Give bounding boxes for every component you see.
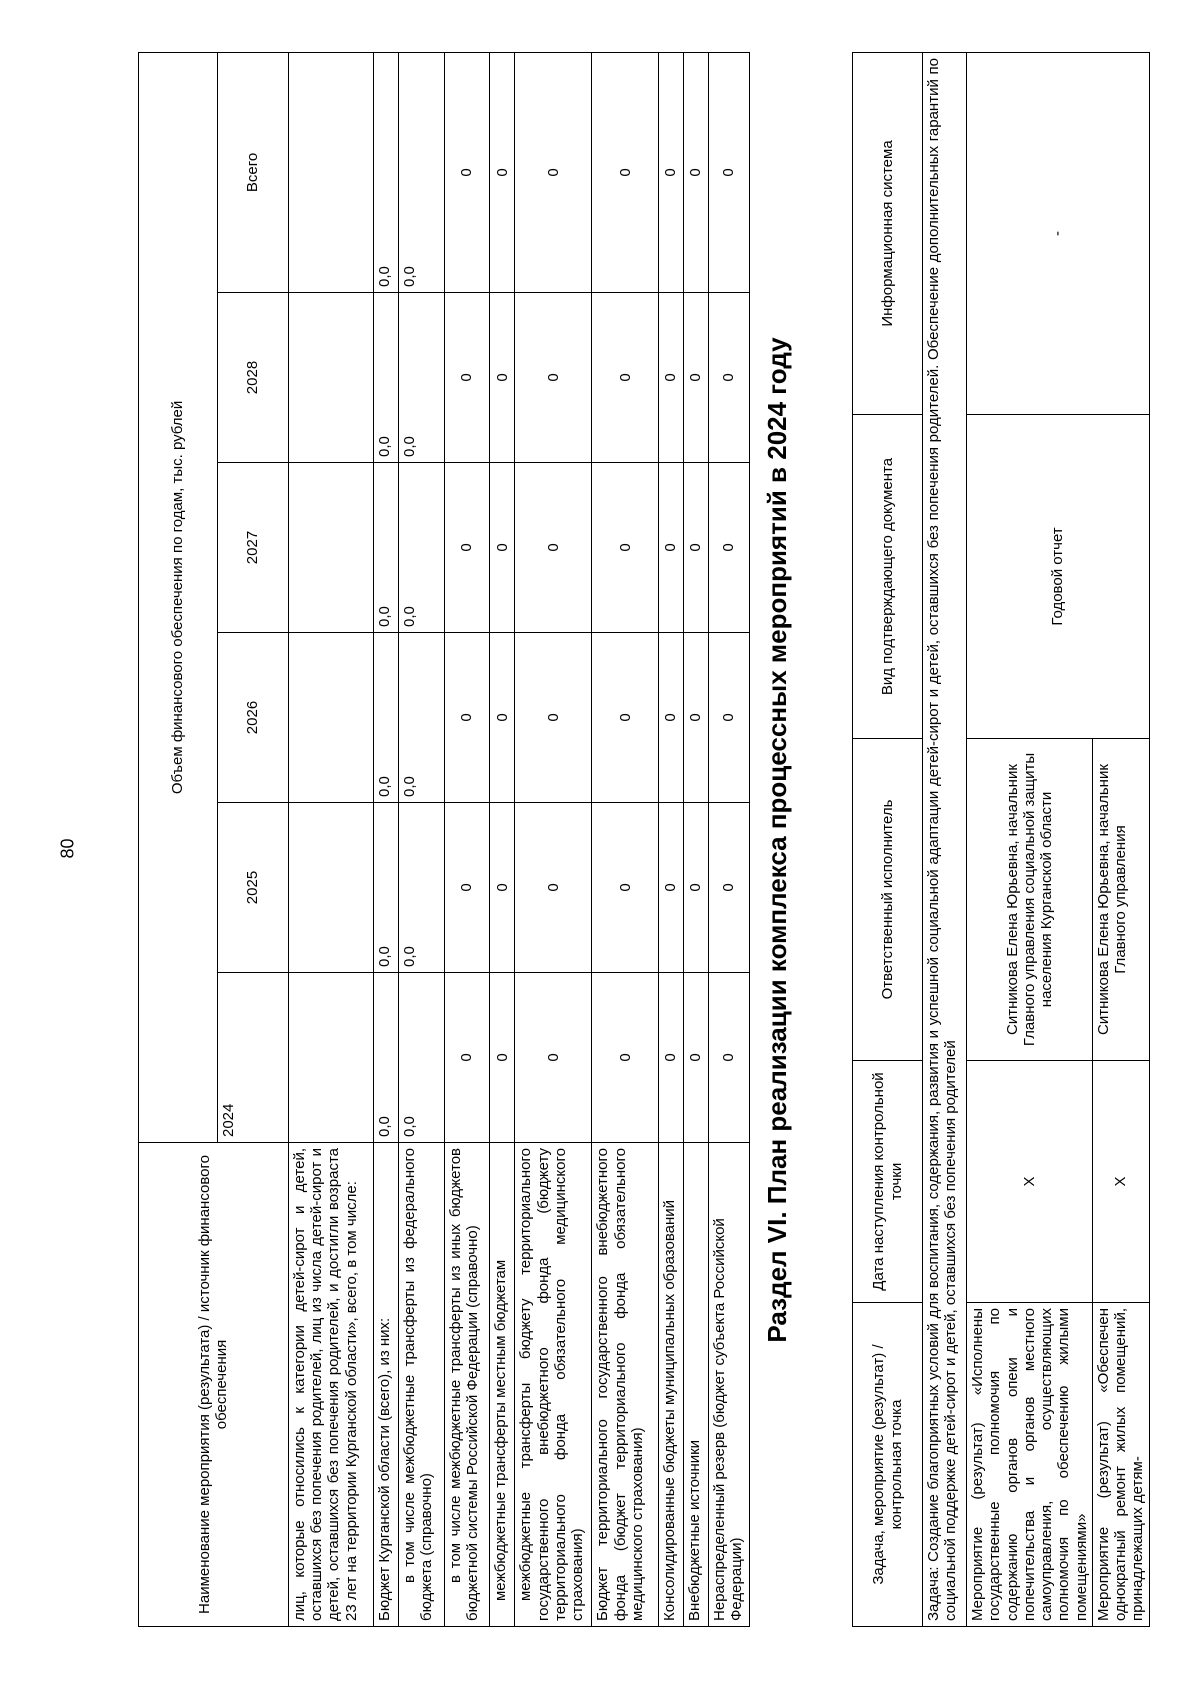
cell-value: 0 xyxy=(444,633,490,803)
row-name: Консолидированные бюджеты муниципальных образований xyxy=(658,1143,683,1627)
cell-value: 0 xyxy=(708,973,749,1143)
cell-value: 0 xyxy=(515,973,592,1143)
cell-value: 0 xyxy=(683,463,708,633)
header-document-type: Вид подтверждающего документа xyxy=(853,415,923,739)
cell-value: 0 xyxy=(444,463,490,633)
cell-value: 0 xyxy=(444,293,490,463)
cell-value: 0 xyxy=(658,52,683,292)
cell-value xyxy=(288,633,373,803)
event-1: Мероприятие (результат) «Исполнены государственные полномочия по содержанию органов опеки и попечительства и органов местного самоуправления, осуществляющих полномочия по обеспечению жилыми помещениями» xyxy=(967,1303,1093,1627)
header-volume-group: Объем финансового обеспечения по годам, тыс. рублей xyxy=(139,52,218,1142)
cell-value: 0 xyxy=(683,633,708,803)
row-name: лиц, которые относились к категории детей-сирот и детей, оставшихся без попечения родителей, лиц из числа детей-сирот и детей, оставшихся без попечения родителей, и достигли возраста 23 лет на территории Курганской области», всего, в том числе: xyxy=(288,1143,373,1627)
row-name: Нераспределенный резерв (бюджет субъекта Российской Федерации) xyxy=(708,1143,749,1627)
cell-value: 0 xyxy=(708,633,749,803)
cell-value: 0 xyxy=(592,293,659,463)
header-executor: Ответственный исполнитель xyxy=(853,739,923,1061)
header-control-date: Дата наступления контрольной точки xyxy=(853,1061,923,1303)
cell-value: 0 xyxy=(708,803,749,973)
header-total: Всего xyxy=(218,52,289,292)
cell-value: 0,0 xyxy=(398,463,444,633)
cell-value: 0,0 xyxy=(374,633,399,803)
cell-value: 0 xyxy=(490,633,515,803)
cell-value: 0 xyxy=(490,463,515,633)
header-info-system: Информационная система xyxy=(853,53,923,415)
cell-value: 0,0 xyxy=(398,803,444,973)
row-name: межбюджетные трансферты бюджету территориального государственного внебюджетного фонда (бюджету территориального фонда обязательного медицинского страхования) xyxy=(515,1143,592,1627)
cell-value xyxy=(288,52,373,292)
cell-value: 0 xyxy=(683,52,708,292)
cell-value: 0 xyxy=(683,803,708,973)
header-name-col: Наименование мероприятия (результата) / источник финансового обеспечения xyxy=(139,1143,289,1627)
event-2-executor: Ситникова Елена Юрьевна, начальник Главного управления xyxy=(1092,739,1149,1061)
cell-value xyxy=(288,803,373,973)
cell-value: 0 xyxy=(708,463,749,633)
cell-value: 0 xyxy=(490,973,515,1143)
cell-value: 0,0 xyxy=(374,52,399,292)
task-row: Задача: Создание благоприятных условий для воспитания, содержания, развития и успешной социальной адаптации детей-сирот и детей, оставшихся без попечения родителей. Обеспечение дополнительных гарантий по социальной поддержке детей-сирот и детей, оставшихся без попечения родителей xyxy=(923,53,967,1627)
cell-value: 0 xyxy=(490,52,515,292)
event-2-date: X xyxy=(1092,1061,1149,1303)
cell-value: 0 xyxy=(708,52,749,292)
cell-value: 0 xyxy=(444,52,490,292)
page-number: 80 xyxy=(57,838,78,859)
cell-value: 0 xyxy=(592,463,659,633)
event-1-date: X xyxy=(967,1061,1093,1303)
cell-value: 0 xyxy=(444,973,490,1143)
header-year-2026: 2026 xyxy=(218,633,289,803)
cell-value: 0 xyxy=(444,803,490,973)
cell-value: 0 xyxy=(658,973,683,1143)
cell-value: 0 xyxy=(708,293,749,463)
header-year-2027: 2027 xyxy=(218,463,289,633)
cell-value: 0,0 xyxy=(374,973,399,1143)
row-name: межбюджетные трансферты местным бюджетам xyxy=(490,1143,515,1627)
cell-value: 0 xyxy=(490,803,515,973)
cell-value: 0 xyxy=(592,633,659,803)
cell-value: 0 xyxy=(592,973,659,1143)
financing-table-wrapper xyxy=(138,53,750,1627)
header-year-2024: 2024 xyxy=(218,973,289,1143)
section-heading: Раздел VI. План реализации комплекса процессных мероприятий в 2024 году xyxy=(761,337,792,1343)
cell-value: 0,0 xyxy=(374,803,399,973)
cell-value: 0 xyxy=(592,803,659,973)
row-name: в том числе межбюджетные трансферты из иных бюджетов бюджетной системы Российской Федерации (справочно) xyxy=(444,1143,490,1627)
cell-value: 0 xyxy=(683,973,708,1143)
cell-value: 0,0 xyxy=(398,633,444,803)
header-year-2028: 2028 xyxy=(218,293,289,463)
cell-value: 0 xyxy=(658,633,683,803)
cell-value: 0,0 xyxy=(398,293,444,463)
row-name: Бюджет территориального государственного внебюджетного фонда (бюджет территориального фонда обязательного медицинского страхования) xyxy=(592,1143,659,1627)
cell-value: 0 xyxy=(658,803,683,973)
cell-value: 0 xyxy=(658,293,683,463)
cell-value: 0 xyxy=(515,293,592,463)
event-1-executor: Ситникова Елена Юрьевна, начальник Главного управления социальной защиты населения Курганской области xyxy=(967,739,1093,1061)
row-name: в том числе межбюджетные трансферты из федерального бюджета (справочно) xyxy=(398,1143,444,1627)
row-name: Внебюджетные источники xyxy=(683,1143,708,1627)
cell-value: 0 xyxy=(515,633,592,803)
cell-value: 0 xyxy=(515,803,592,973)
cell-value: 0 xyxy=(515,463,592,633)
event-2: Мероприятие (результат) «Обеспечен однократный ремонт жилых помещений, принадлежащих детям- xyxy=(1092,1303,1149,1627)
cell-value xyxy=(288,463,373,633)
cell-value xyxy=(288,973,373,1143)
cell-value: 0,0 xyxy=(398,52,444,292)
cell-value: 0,0 xyxy=(398,973,444,1143)
cell-value: 0,0 xyxy=(374,293,399,463)
financing-table xyxy=(138,52,750,1627)
header-year-2025: 2025 xyxy=(218,803,289,973)
cell-value: 0 xyxy=(683,293,708,463)
cell-value: 0 xyxy=(658,463,683,633)
cell-value: 0,0 xyxy=(374,463,399,633)
plan-table-wrapper xyxy=(852,53,1147,1627)
header-task-event: Задача, мероприятие (результат) / контрольная точка xyxy=(853,1303,923,1627)
document-type: Годовой отчет xyxy=(967,415,1150,739)
plan-table xyxy=(852,52,1150,1627)
info-system: - xyxy=(967,53,1150,415)
cell-value: 0 xyxy=(592,52,659,292)
cell-value: 0 xyxy=(515,52,592,292)
row-name: Бюджет Курганской области (всего), из них: xyxy=(374,1143,399,1627)
cell-value: 0 xyxy=(490,293,515,463)
cell-value xyxy=(288,293,373,463)
